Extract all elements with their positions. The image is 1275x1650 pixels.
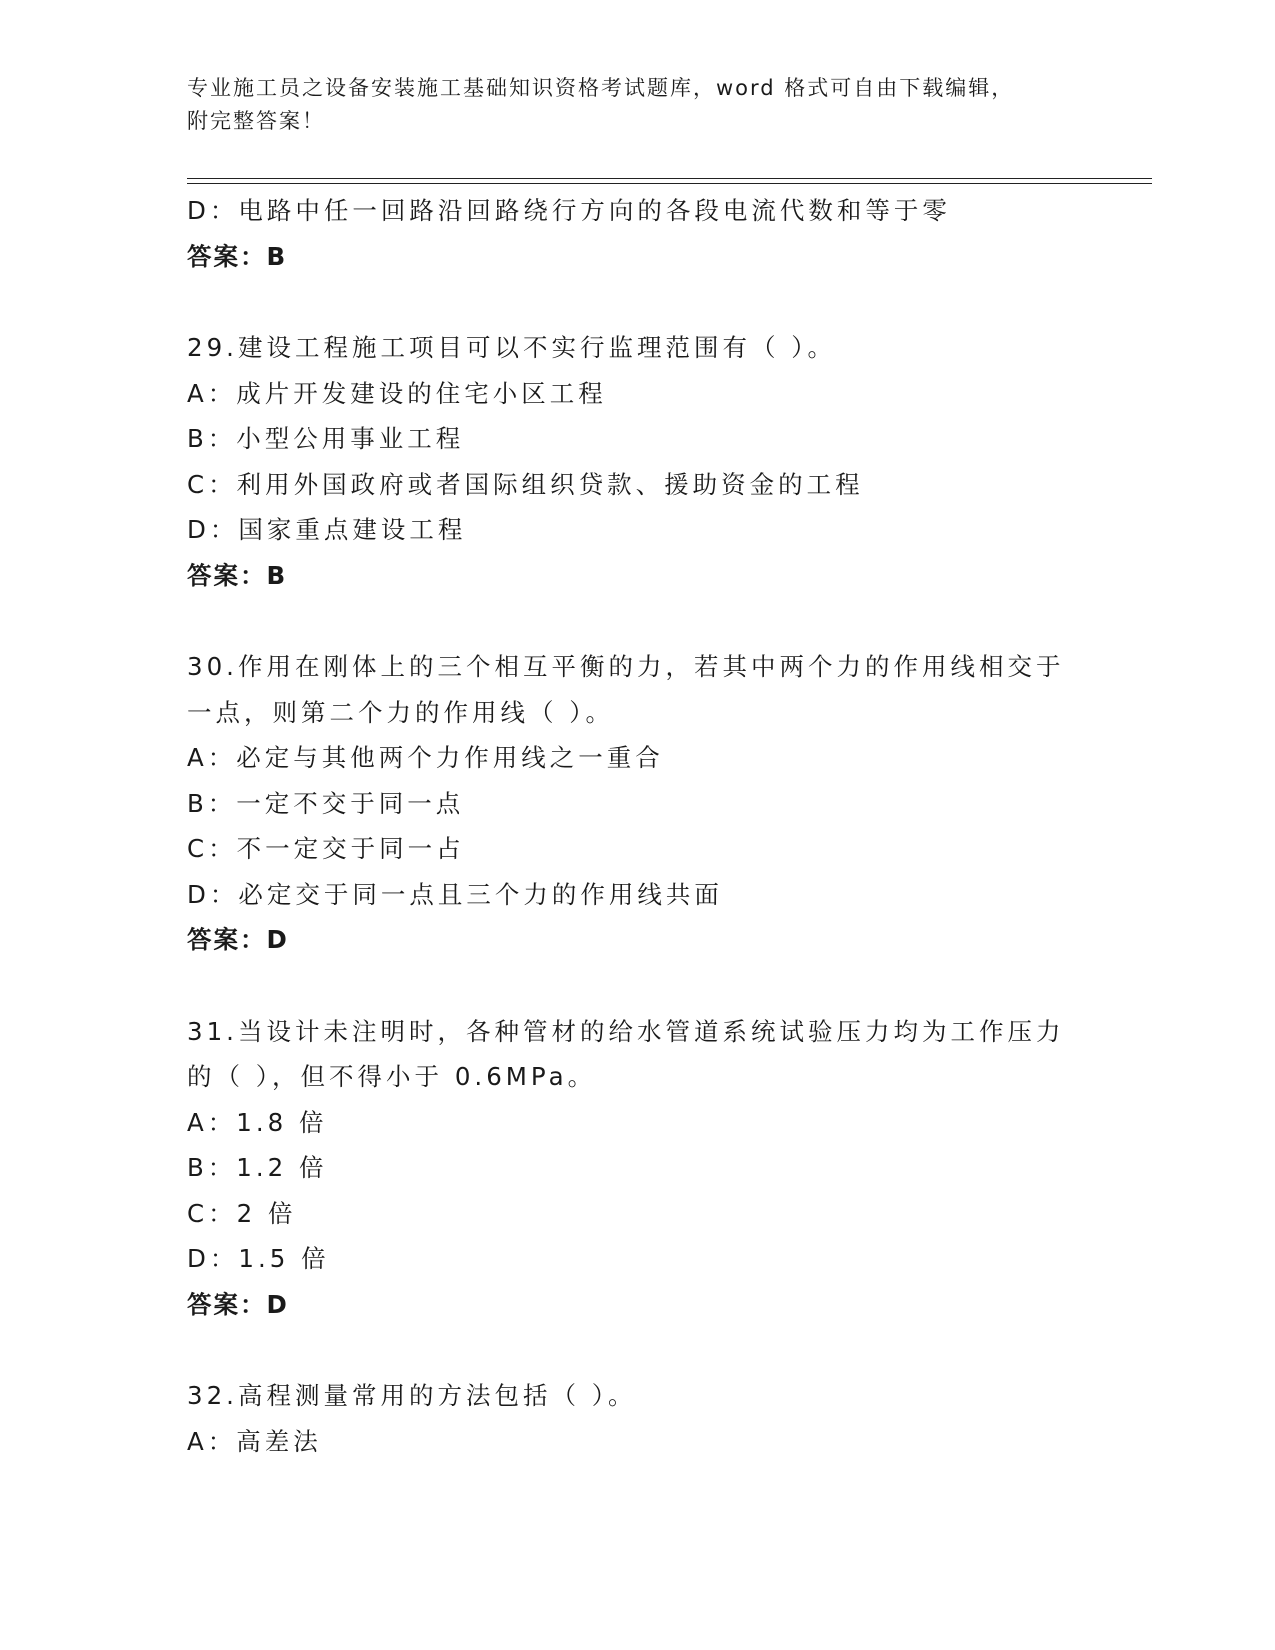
- option-d: D：必定交于同一点且三个力的作用线共面: [187, 879, 723, 909]
- option-b: B：1.2 倍: [187, 1153, 328, 1182]
- option-a: A：成片开发建设的住宅小区工程: [187, 378, 607, 408]
- option-c: C：利用外国政府或者国际组织贷款、援助资金的工程: [187, 469, 864, 499]
- option-d: D：1.5 倍: [187, 1244, 330, 1273]
- answer-label: 答案：B: [187, 560, 288, 590]
- document-header: [187, 72, 1087, 138]
- question-text: 32.高程测量常用的方法包括（ ）。: [187, 1381, 637, 1410]
- header-divider-top: [187, 178, 1152, 179]
- option-c: C：2 倍: [187, 1198, 297, 1228]
- question-block-32: [187, 1373, 1087, 1464]
- answer-label: 答案：D: [187, 925, 289, 954]
- question-block-31: [187, 1009, 1087, 1328]
- header-line-2: 附完整答案！: [187, 109, 325, 133]
- option-b: B：一定不交于同一点: [187, 788, 465, 818]
- question-block-28: [187, 188, 1087, 279]
- question-text-continued: 一点，则第二个力的作用线（ ）。: [187, 697, 615, 727]
- option-a: A：必定与其他两个力作用线之一重合: [187, 743, 664, 772]
- option-a: A：高差法: [187, 1426, 322, 1456]
- answer-label: 答案：D: [187, 1289, 289, 1319]
- question-text-continued: 的（ ），但不得小于 0.6MPa。: [187, 1062, 597, 1091]
- question-text: 29.建设工程施工项目可以不实行监理范围有（ ）。: [187, 333, 836, 362]
- option-b: B：小型公用事业工程: [187, 424, 465, 453]
- question-block-30: [187, 644, 1087, 963]
- option-d: D：电路中任一回路沿回路绕行方向的各段电流代数和等于零: [187, 196, 951, 225]
- option-a: A：1.8 倍: [187, 1107, 328, 1137]
- question-content: [187, 188, 1087, 1464]
- question-text: 31.当设计未注明时，各种管材的给水管道系统试验压力均为工作压力: [187, 1016, 1065, 1046]
- question-text: 30.作用在刚体上的三个相互平衡的力，若其中两个力的作用线相交于: [187, 652, 1065, 681]
- question-block-29: [187, 325, 1087, 598]
- option-d: D：国家重点建设工程: [187, 515, 467, 544]
- option-c: C：不一定交于同一占: [187, 834, 465, 863]
- header-divider-bottom: [187, 183, 1152, 184]
- header-line-1: 专业施工员之设备安装施工基础知识资格考试题库，word 格式可自由下载编辑，: [187, 76, 1015, 100]
- answer-label: 答案：B: [187, 241, 288, 271]
